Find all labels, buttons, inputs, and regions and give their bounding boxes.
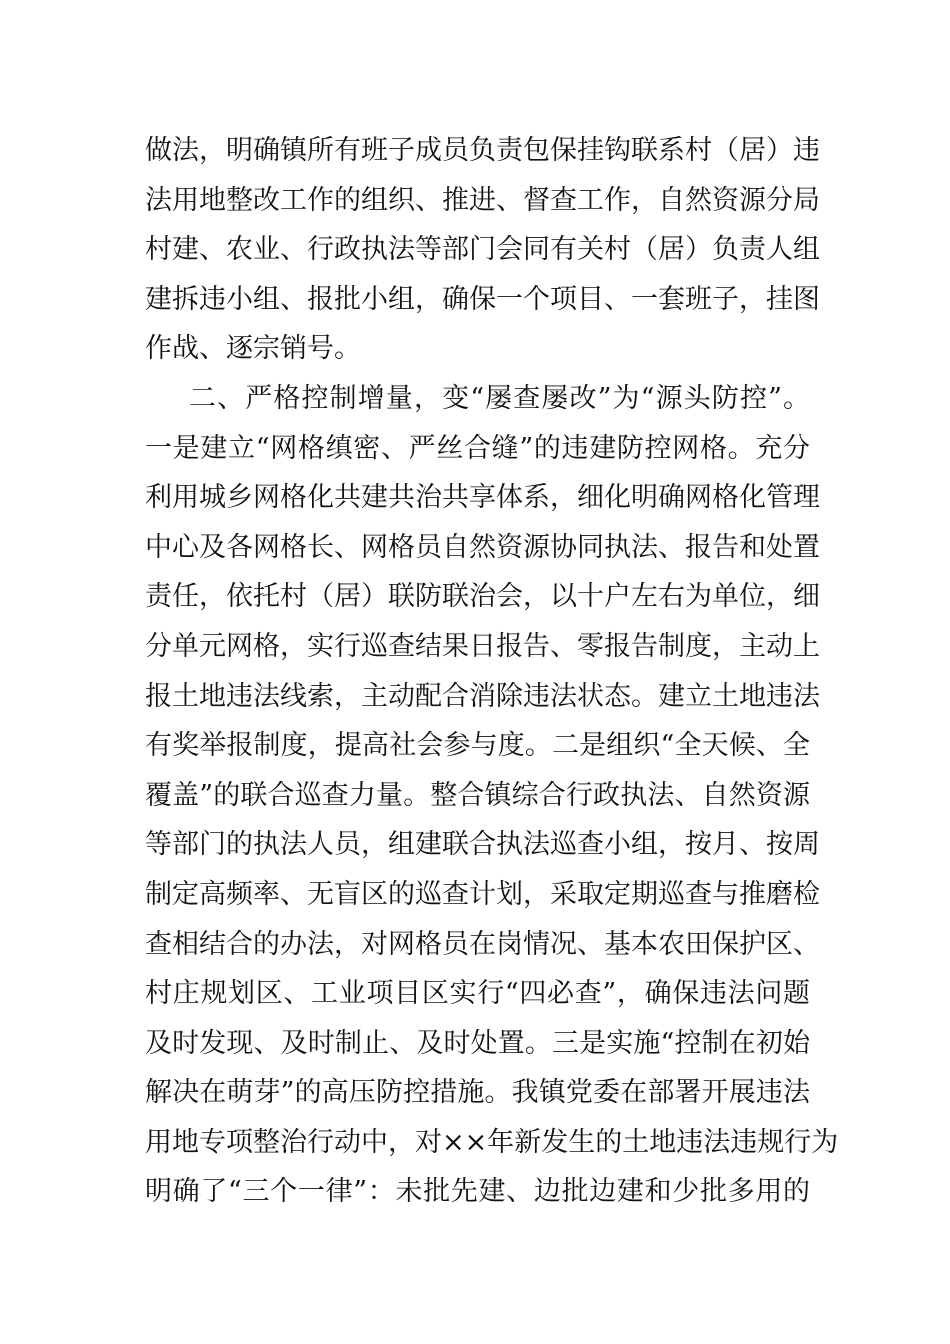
text-line: 一是建立“网格缜密、严丝合缝”的违建防控网格。充分: [145, 432, 810, 464]
text-line: 法用地整改工作的组织、推进、督查工作，自然资源分局: [145, 184, 820, 216]
text-line: 分单元网格，实行巡查结果日报告、零报告制度，主动上: [145, 630, 820, 662]
text-line: 村建、农业、行政执法等部门会同有关村（居）负责人组: [145, 234, 820, 266]
text-line: 解决在萌芽”的高压防控措施。我镇党委在部署开展违法: [145, 1077, 810, 1109]
text-line: 做法，明确镇所有班子成员负责包保挂钩联系村（居）违: [145, 135, 820, 166]
text-line: 有奖举报制度，提高社会参与度。二是组织“全天候、全: [145, 730, 810, 762]
text-line: 覆盖”的联合巡查力量。整合镇综合行政执法、自然资源: [145, 779, 810, 811]
body-text: [145, 126, 839, 1217]
text-line: 中心及各网格长、网格员自然资源协同执法、报告和处置: [145, 531, 820, 563]
text-line: 利用城乡网格化共建共治共享体系，细化明确网格化管理: [145, 482, 820, 514]
text-line: 查相结合的办法，对网格员在岗情况、基本农田保护区、: [145, 928, 820, 960]
text-line: 明确了“三个一律”：未批先建、边批边建和少批多用的: [145, 1176, 810, 1208]
text-line: 村庄规划区、工业项目区实行“四必查”，确保违法问题: [145, 978, 810, 1010]
text-line: 等部门的执法人员，组建联合执法巡查小组，按月、按周: [145, 829, 820, 861]
section-heading-line: 二、严格控制增量，变“屡查屡改”为“源头防控”。: [189, 382, 810, 414]
text-line: 及时发现、及时制止、及时处置。三是实施“控制在初始: [145, 1027, 810, 1059]
text-line: 用地专项整治行动中，对××年新发生的土地违法违规行为: [145, 1126, 839, 1158]
text-line: 责任，依托村（居）联防联治会，以十户左右为单位，细: [145, 581, 820, 613]
text-line: 建拆违小组、报批小组，确保一个项目、一套班子，挂图: [145, 283, 820, 315]
text-line: 作战、逐宗销号。: [145, 333, 361, 365]
text-line: 报土地违法线索，主动配合消除违法状态。建立土地违法: [145, 680, 820, 712]
text-line: 制定高频率、无盲区的巡查计划，采取定期巡查与推磨检: [145, 878, 820, 910]
